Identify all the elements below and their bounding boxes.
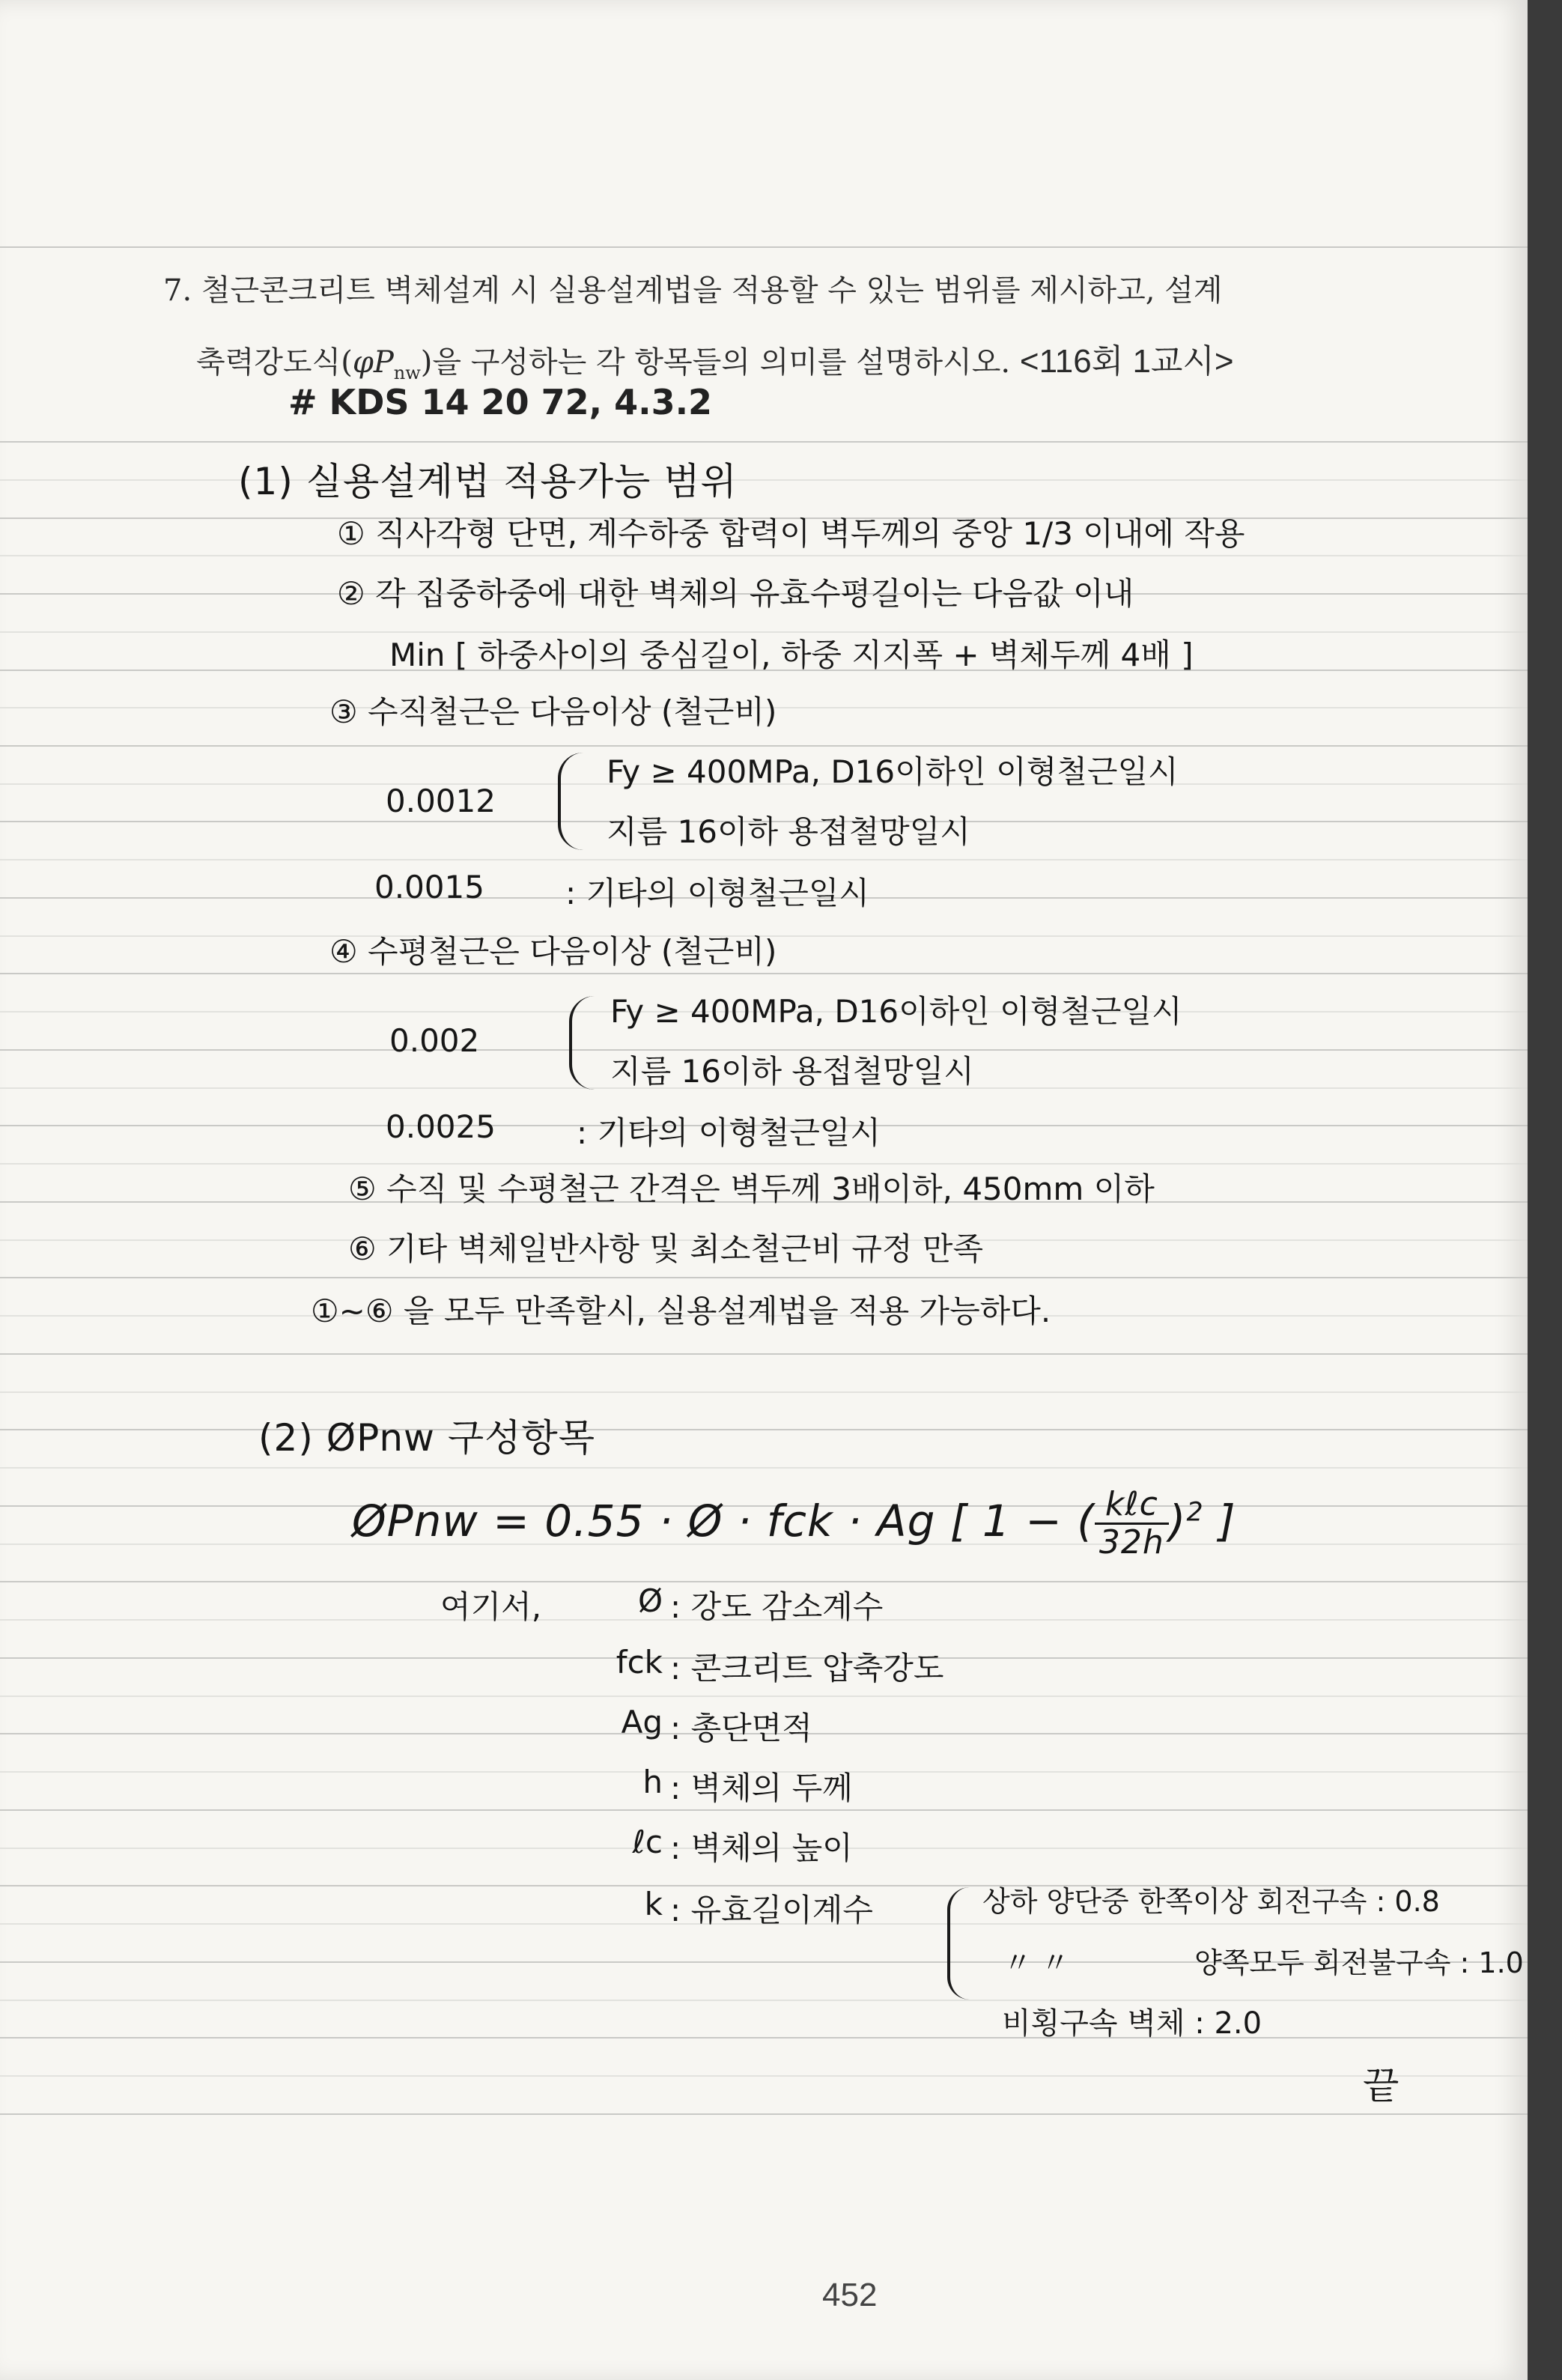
section-1-item-2-min: Min [ 하중사이의 중심길이, 하중 지지폭 + 벽체두께 4배 ] (389, 637, 1194, 673)
k-case-1: 상하 양단중 한쪽이상 회전구속 : 0.8 (982, 1885, 1440, 1918)
formula-fraction (1095, 1487, 1169, 1561)
formula-denominator: 32h (1098, 1523, 1164, 1562)
question-line-2-a: 축력강도식( (196, 345, 353, 380)
horizontal-condition-2: 지름 16이하 용접철망일시 (610, 1053, 974, 1090)
phi-pnw-subscript: nw (393, 362, 421, 383)
k-case-2-ditto: 〃 〃 (1003, 1946, 1070, 1979)
end-mark: 끝 (1363, 2064, 1400, 2107)
formula-paren-close: ) (1168, 1496, 1187, 1546)
horizontal-ratio-bracket (569, 996, 595, 1090)
formula-bracket-open: [ 1 − ( (949, 1496, 1095, 1546)
question-line-2 (196, 334, 1234, 383)
section-1-item-3: ③ 수직철근은 다음이상 (철근비) (329, 693, 777, 730)
where-label: 여기서, (440, 1588, 542, 1625)
section-1-item-6: ⑥ 기타 벽체일반사항 및 최소철근비 규정 만족 (348, 1230, 984, 1267)
section-1-item-1: ① 직사각형 단면, 계수하중 합력이 벽두께의 중앙 1/3 이내에 작용 (337, 515, 1245, 552)
horizontal-ratio-2: 0.0025 (386, 1108, 496, 1145)
def-symbol-lc: ℓc (632, 1824, 663, 1860)
def-desc-h: : 벽체의 두께 (670, 1770, 853, 1806)
exam-tag: <116회 1교시> (1019, 343, 1234, 380)
section-1-heading: (1) 실용설계법 적용가능 범위 (238, 460, 738, 503)
k-case-2: 양쪽모두 회전불구속 : 1.0 (1194, 1946, 1524, 1979)
horizontal-ratio-1: 0.002 (389, 1022, 480, 1059)
def-symbol-h: h (642, 1764, 663, 1800)
k-case-3: 비횡구속 벽체 : 2.0 (1002, 2006, 1262, 2041)
phi-pnw-symbol: φP (352, 345, 394, 380)
question-line-2-b: )을 구성하는 각 항목들의 의미를 설명하시오. (420, 345, 1020, 380)
horizontal-condition-3: : 기타의 이형철근일시 (577, 1114, 881, 1151)
vertical-ratio-1: 0.0012 (386, 783, 496, 819)
section-1-item-2: ② 각 집중하중에 대한 벽체의 유효수평길이는 다음값 이내 (337, 575, 1134, 612)
section-1-conclusion: ①~⑥ 을 모두 만족할시, 실용설계법을 적용 가능하다. (311, 1293, 1051, 1329)
page-number: 452 (822, 2277, 878, 2313)
vertical-condition-2: 지름 16이하 용접철망일시 (607, 813, 970, 850)
nominal-axial-strength-formula (352, 1487, 1236, 1561)
formula-exponent: 2 (1186, 1497, 1204, 1528)
def-desc-fck: : 콘크리트 압축강도 (670, 1650, 944, 1687)
def-desc-k: : 유효길이계수 (670, 1892, 873, 1928)
k-cases-bracket (947, 1887, 970, 2000)
vertical-ratio-2: 0.0015 (374, 869, 484, 905)
def-desc-phi: : 강도 감소계수 (670, 1588, 884, 1625)
def-symbol-fck: fck (616, 1644, 663, 1681)
section-1-item-5: ⑤ 수직 및 수평철근 간격은 벽두께 3배이하, 450mm 이하 (348, 1171, 1155, 1207)
def-symbol-phi: Ø (637, 1582, 663, 1619)
def-symbol-ag: Ag (621, 1704, 663, 1740)
def-desc-lc: : 벽체의 높이 (670, 1830, 853, 1866)
formula-numerator: kℓc (1095, 1487, 1169, 1525)
question-line-1: 7. 철근콘크리트 벽체설계 시 실용설계법을 적용할 수 있는 범위를 제시하고, 설계 (163, 273, 1223, 308)
def-desc-ag: : 총단면적 (670, 1710, 812, 1746)
vertical-condition-1: Fy ≥ 400MPa, D16이하인 이형철근일시 (607, 753, 1179, 790)
vertical-ratio-bracket (558, 753, 583, 850)
vertical-condition-3: : 기타의 이형철근일시 (565, 875, 870, 911)
formula-bracket-close: ] (1218, 1496, 1236, 1546)
horizontal-condition-1: Fy ≥ 400MPa, D16이하인 이형철근일시 (610, 993, 1182, 1030)
def-symbol-k: k (644, 1886, 663, 1922)
section-1-item-4: ④ 수평철근은 다음이상 (철근비) (329, 933, 777, 970)
formula-lhs: ØPnw = 0.55 · Ø · fck · Ag (352, 1496, 936, 1546)
section-2-heading: (2) ØPnw 구성항목 (258, 1416, 596, 1460)
code-reference: # KDS 14 20 72, 4.3.2 (288, 382, 713, 422)
